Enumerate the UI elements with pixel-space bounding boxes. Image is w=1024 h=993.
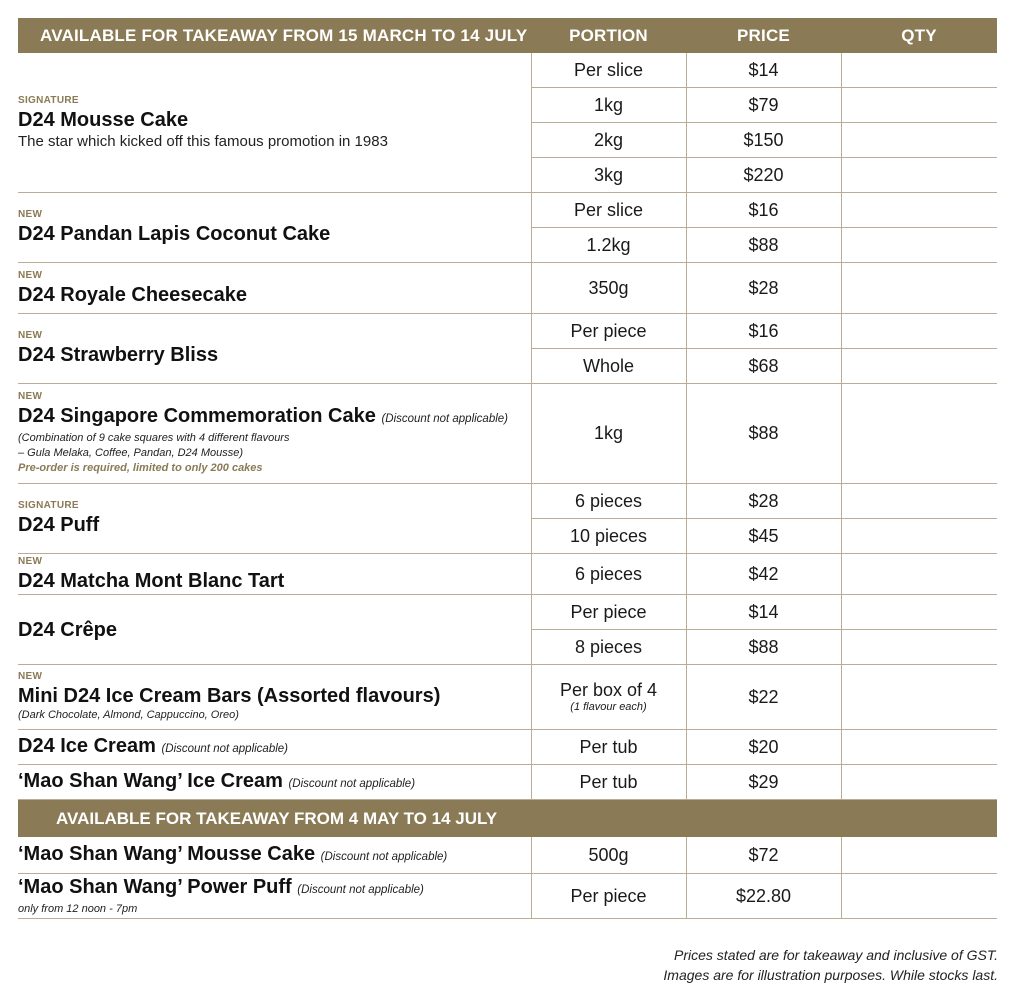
footer-line-2: Images are for illustration purposes. While stocks last.	[663, 967, 998, 983]
qty-input-cell[interactable]	[841, 349, 997, 384]
item-tag: NEW	[18, 555, 43, 567]
qty-input-cell[interactable]	[841, 484, 997, 519]
price-cell: $28	[686, 484, 841, 519]
qty-input-cell[interactable]	[841, 193, 997, 228]
portion-cell	[531, 595, 686, 630]
price-cell: $20	[686, 730, 841, 765]
item-name: ‘Mao Shan Wang’ Power Puff	[18, 876, 292, 898]
item-name: D24 Singapore Commemoration Cake	[18, 405, 376, 427]
item-tag: NEW	[18, 391, 43, 402]
item-name-line	[18, 618, 531, 642]
price-cell: $22.80	[686, 874, 841, 919]
portion-cell	[531, 263, 686, 314]
portion-label: 6 pieces	[574, 563, 643, 584]
qty-input-cell[interactable]	[841, 384, 997, 484]
qty-input-cell[interactable]	[841, 123, 997, 158]
item-row	[18, 484, 997, 519]
header-portion: PORTION	[531, 18, 686, 53]
item-row	[18, 874, 997, 919]
portion-cell	[531, 193, 686, 228]
qty-input-cell[interactable]	[841, 595, 997, 630]
portion-label: 500g	[588, 844, 629, 865]
item-name: ‘Mao Shan Wang’ Mousse Cake	[18, 842, 316, 865]
item-name-line	[18, 769, 531, 796]
item-name-line	[18, 875, 531, 902]
price-cell: $45	[686, 519, 841, 554]
item-row	[18, 730, 997, 765]
price-cell: $42	[686, 554, 841, 595]
item-row	[18, 765, 997, 800]
qty-input-cell[interactable]	[841, 554, 997, 595]
section-title: AVAILABLE FOR TAKEAWAY FROM 4 MAY TO 14 JULY	[18, 800, 531, 838]
footer-note	[663, 945, 998, 985]
item-name-line	[18, 404, 531, 431]
price-cell: $88	[686, 630, 841, 665]
discount-note: (Discount not applicable)	[288, 777, 416, 790]
portion-cell	[531, 765, 686, 800]
portion-cell	[531, 519, 686, 554]
portion-cell	[531, 554, 686, 595]
portion-label: Per piece	[570, 320, 647, 341]
item-cell	[18, 193, 531, 263]
price-cell: $14	[686, 595, 841, 630]
item-name: D24 Mousse Cake	[18, 108, 189, 131]
item-name-line	[18, 222, 531, 246]
item-name-line	[18, 283, 531, 307]
qty-input-cell[interactable]	[841, 158, 997, 193]
price-cell: $79	[686, 88, 841, 123]
item-cell	[18, 765, 531, 800]
portion-label: 350g	[588, 277, 629, 298]
item-row	[18, 263, 997, 314]
item-cell	[18, 730, 531, 765]
qty-input-cell[interactable]	[841, 314, 997, 349]
price-table	[18, 18, 997, 919]
portion-label: Per piece	[570, 601, 647, 622]
qty-input-cell[interactable]	[841, 519, 997, 554]
item-description: The star which kicked off this famous promotion in 1983	[18, 132, 388, 150]
item-cell	[18, 837, 531, 874]
qty-input-cell[interactable]	[841, 263, 997, 314]
portion-cell	[531, 158, 686, 193]
portion-cell	[531, 837, 686, 874]
item-name: Mini D24 Ice Cream Bars (Assorted flavours)	[18, 685, 441, 707]
item-cell	[18, 874, 531, 919]
item-name-line	[18, 343, 531, 367]
price-cell: $68	[686, 349, 841, 384]
portion-cell	[531, 88, 686, 123]
price-cell: $150	[686, 123, 841, 158]
portion-label: Per tub	[579, 736, 638, 757]
item-name: D24 Strawberry Bliss	[18, 344, 219, 366]
price-cell: $22	[686, 665, 841, 730]
qty-input-cell[interactable]	[841, 88, 997, 123]
portion-label: Per slice	[573, 199, 644, 220]
portion-label: Per slice	[573, 59, 644, 80]
qty-input-cell[interactable]	[841, 730, 997, 765]
portion-label: 1kg	[593, 94, 624, 115]
item-name: D24 Ice Cream	[18, 734, 156, 757]
item-tag: NEW	[18, 269, 43, 281]
item-cell	[18, 665, 531, 730]
portion-cell	[531, 384, 686, 484]
price-cell: $14	[686, 53, 841, 88]
section-band	[531, 800, 997, 838]
portion-label: 1.2kg	[586, 234, 631, 255]
header-qty: QTY	[841, 18, 997, 53]
portion-label: Per box of 4	[559, 680, 658, 700]
item-tag: SIGNATURE	[18, 94, 79, 106]
section-header-row	[18, 800, 997, 838]
portion-label: 10 pieces	[569, 525, 648, 546]
item-name: D24 Matcha Mont Blanc Tart	[18, 569, 285, 592]
item-row	[18, 554, 997, 595]
preorder-note: Pre-order is required, limited to only 200 cakes	[18, 462, 263, 474]
price-cell: $72	[686, 837, 841, 874]
qty-input-cell[interactable]	[841, 228, 997, 263]
portion-label: Whole	[582, 355, 635, 376]
item-cell	[18, 314, 531, 384]
item-cell	[18, 595, 531, 665]
item-row	[18, 837, 997, 874]
header-row	[18, 18, 997, 53]
portion-cell	[531, 53, 686, 88]
item-row	[18, 314, 997, 349]
qty-input-cell[interactable]	[841, 765, 997, 800]
discount-note: (Discount not applicable)	[320, 850, 448, 863]
item-row	[18, 193, 997, 228]
item-name-line	[18, 108, 531, 132]
item-detail: – Gula Melaka, Coffee, Pandan, D24 Mousse)	[18, 447, 244, 459]
portion-cell	[531, 349, 686, 384]
item-tag: NEW	[18, 209, 43, 220]
discount-note: (Discount not applicable)	[297, 884, 424, 896]
item-row	[18, 665, 997, 730]
portion-label: 6 pieces	[574, 490, 643, 511]
portion-label: 1kg	[593, 423, 624, 443]
qty-input-cell[interactable]	[841, 53, 997, 88]
portion-cell	[531, 228, 686, 263]
item-cell	[18, 384, 531, 484]
discount-note: (Discount not applicable)	[381, 413, 509, 425]
item-name: D24 Royale Cheesecake	[18, 283, 248, 306]
header-item: AVAILABLE FOR TAKEAWAY FROM 15 MARCH TO 14 JULY	[18, 18, 531, 53]
portion-cell	[531, 630, 686, 665]
item-cell	[18, 484, 531, 554]
portion-cell	[531, 123, 686, 158]
portion-label: 8 pieces	[574, 636, 643, 657]
item-name: D24 Pandan Lapis Coconut Cake	[18, 223, 331, 245]
footer-line-1: Prices stated are for takeaway and inclusive of GST.	[674, 947, 998, 963]
portion-label: 2kg	[593, 129, 624, 150]
portion-cell	[531, 665, 686, 730]
item-name: D24 Puff	[18, 514, 100, 536]
qty-input-cell[interactable]	[841, 630, 997, 665]
item-cell	[18, 53, 531, 193]
discount-note: (Discount not applicable)	[161, 742, 289, 755]
portion-label: 3kg	[593, 164, 624, 185]
item-name-line	[18, 684, 531, 708]
price-cell: $28	[686, 263, 841, 314]
portion-label: Per piece	[570, 885, 647, 906]
price-cell: $16	[686, 193, 841, 228]
qty-input-cell[interactable]	[841, 874, 997, 919]
item-name: ‘Mao Shan Wang’ Ice Cream	[18, 769, 283, 792]
portion-cell	[531, 874, 686, 919]
portion-cell	[531, 730, 686, 765]
item-row	[18, 53, 997, 88]
item-name: D24 Crêpe	[18, 618, 117, 641]
item-tag: NEW	[18, 671, 43, 682]
item-cell	[18, 263, 531, 314]
item-name-line	[18, 513, 531, 537]
price-cell: $220	[686, 158, 841, 193]
price-cell: $88	[686, 228, 841, 263]
item-detail: only from 12 noon - 7pm	[18, 903, 138, 915]
price-cell: $16	[686, 314, 841, 349]
menu-sheet	[18, 18, 997, 919]
portion-cell	[531, 484, 686, 519]
item-detail: (Combination of 9 cake squares with 4 different flavours	[18, 432, 290, 444]
portion-cell	[531, 314, 686, 349]
item-name-line	[18, 734, 531, 761]
portion-sublabel: (1 flavour each)	[570, 701, 647, 713]
price-cell: $88	[686, 384, 841, 484]
qty-input-cell[interactable]	[841, 837, 997, 874]
item-name-line	[18, 842, 531, 869]
header-price: PRICE	[686, 18, 841, 53]
item-name-line	[18, 569, 531, 593]
item-row	[18, 384, 997, 484]
item-tag: NEW	[18, 330, 43, 341]
item-row	[18, 595, 997, 630]
portion-label: Per tub	[579, 771, 638, 792]
item-tag: SIGNATURE	[18, 500, 79, 511]
qty-input-cell[interactable]	[841, 665, 997, 730]
item-cell	[18, 554, 531, 595]
item-detail: (Dark Chocolate, Almond, Cappuccino, Oreo)	[18, 709, 239, 721]
price-cell: $29	[686, 765, 841, 800]
